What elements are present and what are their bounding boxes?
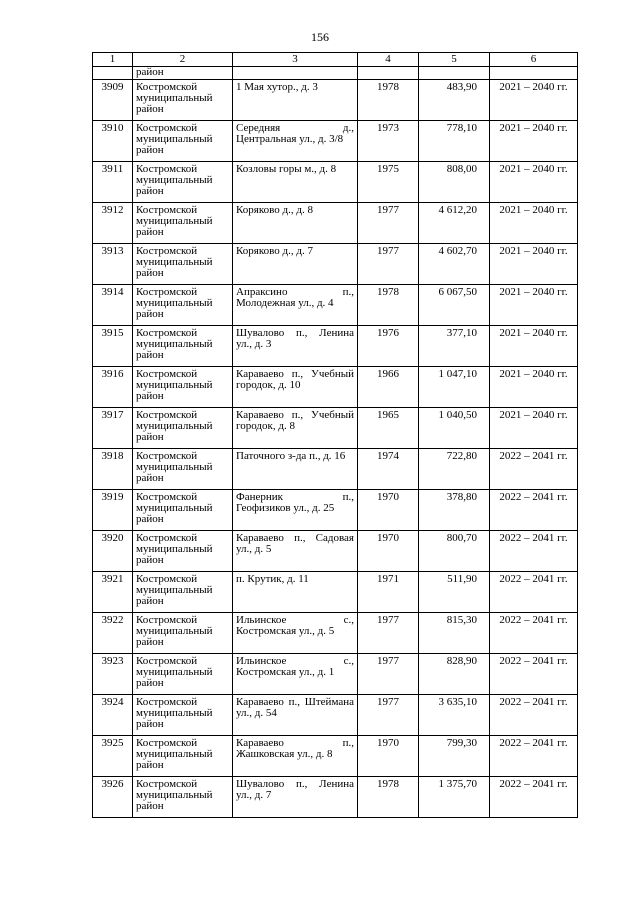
cell-year: 1977 (358, 613, 419, 654)
cell-address: Козловы горы м., д. 8 (233, 162, 358, 203)
cell-number: 3917 (93, 408, 133, 449)
cell-area: 828,90 (419, 654, 490, 695)
cell-area: 377,10 (419, 326, 490, 367)
cell-area: 815,30 (419, 613, 490, 654)
cell-number: 3924 (93, 695, 133, 736)
cell-district: Костромской муниципальный район (133, 326, 233, 367)
table-row (93, 244, 578, 285)
cell-year: 1973 (358, 121, 419, 162)
cell-address: Середняя д., Центральная ул., д. 3/8 (233, 121, 358, 162)
cell-period: 2021 – 2040 гг. (490, 203, 578, 244)
table-row (93, 777, 578, 818)
cell-area: 1 047,10 (419, 367, 490, 408)
cell-year: 1970 (358, 736, 419, 777)
cell-address: 1 Мая хутор., д. 3 (233, 80, 358, 121)
cell-address: Караваево п., Учебный городок, д. 8 (233, 408, 358, 449)
cell-year: 1966 (358, 367, 419, 408)
cell-district: Костромской муниципальный район (133, 654, 233, 695)
cell-area: 483,90 (419, 80, 490, 121)
cell-district: Костромской муниципальный район (133, 490, 233, 531)
cell-district: Костромской муниципальный район (133, 162, 233, 203)
cell-district: Костромской муниципальный район (133, 736, 233, 777)
cell-year: 1977 (358, 654, 419, 695)
column-number-row (93, 53, 578, 67)
cell-number: 3918 (93, 449, 133, 490)
column-header: 4 (358, 53, 419, 67)
table-row (93, 367, 578, 408)
cell-period: 2021 – 2040 гг. (490, 367, 578, 408)
continuation-row (93, 67, 578, 80)
cell-area: 722,80 (419, 449, 490, 490)
cell-district: Костромской муниципальный район (133, 367, 233, 408)
table-row (93, 572, 578, 613)
cell-year: 1975 (358, 162, 419, 203)
cell-address: Ильинское с., Костромская ул., д. 5 (233, 613, 358, 654)
cell-address: Фанерник п., Геофизиков ул., д. 25 (233, 490, 358, 531)
cell-year: 1978 (358, 80, 419, 121)
cell-number: 3916 (93, 367, 133, 408)
cell-address: Коряково д., д. 8 (233, 203, 358, 244)
cell-district: Костромской муниципальный район (133, 777, 233, 818)
cell-address: Ильинское с., Костромская ул., д. 1 (233, 654, 358, 695)
cell-period: 2021 – 2040 гг. (490, 244, 578, 285)
cell-period: 2022 – 2041 гг. (490, 695, 578, 736)
cell-address (233, 67, 358, 80)
table-row (93, 490, 578, 531)
cell-year: 1970 (358, 490, 419, 531)
cell-period: 2022 – 2041 гг. (490, 490, 578, 531)
table-row (93, 121, 578, 162)
register-table (92, 52, 578, 818)
page-number: 156 (311, 30, 329, 44)
cell-period: 2022 – 2041 гг. (490, 531, 578, 572)
cell-period: 2021 – 2040 гг. (490, 80, 578, 121)
cell-area (419, 67, 490, 80)
table-row (93, 736, 578, 777)
cell-district: Костромской муниципальный район (133, 203, 233, 244)
cell-number: 3912 (93, 203, 133, 244)
cell-year: 1971 (358, 572, 419, 613)
cell-district: Костромской муниципальный район (133, 408, 233, 449)
cell-area: 1 040,50 (419, 408, 490, 449)
table-row (93, 449, 578, 490)
table-row (93, 162, 578, 203)
cell-number: 3911 (93, 162, 133, 203)
cell-address: п. Крутик, д. 11 (233, 572, 358, 613)
cell-period (490, 67, 578, 80)
cell-year: 1977 (358, 244, 419, 285)
cell-district: Костромской муниципальный район (133, 449, 233, 490)
cell-area: 4 612,20 (419, 203, 490, 244)
cell-area: 4 602,70 (419, 244, 490, 285)
cell-year: 1970 (358, 531, 419, 572)
cell-area: 1 375,70 (419, 777, 490, 818)
table-row (93, 285, 578, 326)
cell-period: 2021 – 2040 гг. (490, 285, 578, 326)
cell-district: Костромской муниципальный район (133, 613, 233, 654)
cell-address: Караваево п., Учебный городок, д. 10 (233, 367, 358, 408)
cell-area: 6 067,50 (419, 285, 490, 326)
cell-period: 2022 – 2041 гг. (490, 572, 578, 613)
cell-number: 3913 (93, 244, 133, 285)
cell-period: 2022 – 2041 гг. (490, 777, 578, 818)
cell-period: 2021 – 2040 гг. (490, 162, 578, 203)
cell-period: 2021 – 2040 гг. (490, 408, 578, 449)
cell-area: 800,70 (419, 531, 490, 572)
cell-year: 1978 (358, 285, 419, 326)
cell-period: 2022 – 2041 гг. (490, 449, 578, 490)
cell-area: 378,80 (419, 490, 490, 531)
cell-number: 3920 (93, 531, 133, 572)
cell-address: Шувалово п., Ленина ул., д. 3 (233, 326, 358, 367)
cell-district: Костромской муниципальный район (133, 572, 233, 613)
cell-district: Костромской муниципальный район (133, 244, 233, 285)
table-row (93, 613, 578, 654)
cell-period: 2022 – 2041 гг. (490, 736, 578, 777)
cell-number: 3925 (93, 736, 133, 777)
cell-address: Караваево п., Штеймана ул., д. 54 (233, 695, 358, 736)
cell-year: 1978 (358, 777, 419, 818)
cell-area: 808,00 (419, 162, 490, 203)
cell-area: 3 635,10 (419, 695, 490, 736)
cell-number: 3915 (93, 326, 133, 367)
cell-address: Коряково д., д. 7 (233, 244, 358, 285)
table-row (93, 326, 578, 367)
cell-district: Костромской муниципальный район (133, 80, 233, 121)
cell-address: Апраксино п., Молодежная ул., д. 4 (233, 285, 358, 326)
cell-period: 2021 – 2040 гг. (490, 326, 578, 367)
cell-area: 799,30 (419, 736, 490, 777)
cell-district: район (133, 67, 233, 80)
cell-year: 1976 (358, 326, 419, 367)
cell-number: 3914 (93, 285, 133, 326)
cell-district: Костромской муниципальный район (133, 531, 233, 572)
cell-number: 3926 (93, 777, 133, 818)
cell-number: 3921 (93, 572, 133, 613)
table-row (93, 203, 578, 244)
column-header: 5 (419, 53, 490, 67)
table-row (93, 408, 578, 449)
cell-number (93, 67, 133, 80)
cell-period: 2021 – 2040 гг. (490, 121, 578, 162)
table-row (93, 80, 578, 121)
cell-area: 511,90 (419, 572, 490, 613)
cell-address: Паточного з-да п., д. 16 (233, 449, 358, 490)
cell-address: Шувалово п., Ленина ул., д. 7 (233, 777, 358, 818)
table-row (93, 654, 578, 695)
table-row (93, 695, 578, 736)
cell-year: 1965 (358, 408, 419, 449)
cell-district: Костромской муниципальный район (133, 695, 233, 736)
cell-year: 1977 (358, 695, 419, 736)
cell-year: 1977 (358, 203, 419, 244)
cell-number: 3922 (93, 613, 133, 654)
cell-number: 3910 (93, 121, 133, 162)
column-header: 3 (233, 53, 358, 67)
column-header: 1 (93, 53, 133, 67)
table-row (93, 531, 578, 572)
cell-district: Костромской муниципальный район (133, 121, 233, 162)
cell-year: 1974 (358, 449, 419, 490)
cell-year (358, 67, 419, 80)
column-header: 2 (133, 53, 233, 67)
cell-number: 3909 (93, 80, 133, 121)
cell-area: 778,10 (419, 121, 490, 162)
column-header: 6 (490, 53, 578, 67)
cell-number: 3919 (93, 490, 133, 531)
cell-address: Караваево п., Жашковская ул., д. 8 (233, 736, 358, 777)
cell-address: Караваево п., Садовая ул., д. 5 (233, 531, 358, 572)
cell-period: 2022 – 2041 гг. (490, 654, 578, 695)
cell-number: 3923 (93, 654, 133, 695)
cell-district: Костромской муниципальный район (133, 285, 233, 326)
cell-period: 2022 – 2041 гг. (490, 613, 578, 654)
